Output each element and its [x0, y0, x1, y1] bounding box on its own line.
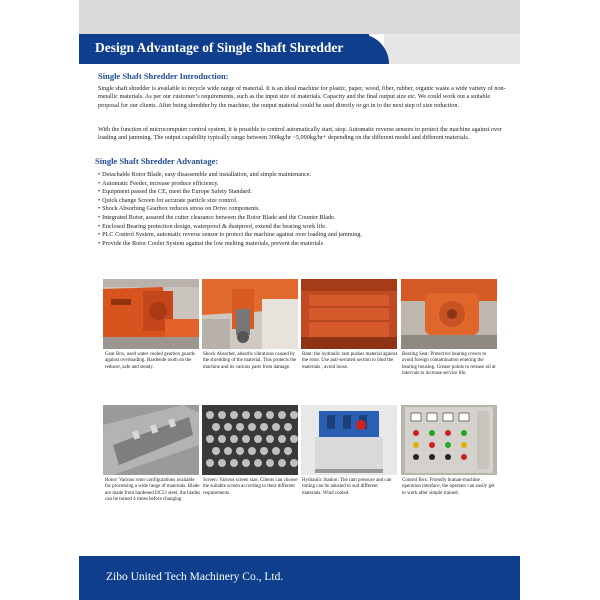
header-banner: [79, 34, 520, 64]
advantage-item: • Integrated Rotor, assured the cutter clearance between the Rotor Blade and the Counter Blade.: [98, 214, 508, 223]
advantage-item: • PLC Control System, automatic reverse sensor to protect the machine against over loading and jamming.: [98, 231, 508, 240]
page-title: Design Advantage of Single Shaft Shredder: [95, 40, 344, 55]
rotor-photo: [103, 405, 199, 475]
intro-paragraph-2: With the function of microcomputer control system, it is possible to control automatically start, stop. Automatic reverse sensors to protect the machine against over loading and jamming. The output capability typically range between 300kg/hr ~5,000kg/hr+ depending on the different model and different materials.: [98, 126, 502, 142]
caption-ram: Ram: the hydraulic ram pushes material against the rotor. Use anti-serrated section to bind the materials , avoid loose.: [302, 352, 398, 370]
brochure-page: [79, 0, 520, 600]
advantage-item: • Shock Absorbing Gearbox reduces stress on Drive components.: [98, 205, 508, 214]
caption-rotor: Rotor: Various rotor configurations available for processing a wide range of materials. Blade are made from hardened DC53 steel, the blades can be turned 4 times before changing: [105, 478, 200, 503]
caption-shock-absorber: Shock Absorber, absorbs vibrations caused by the shredding of the material. This protects the machine and its various parts from damage.: [203, 352, 297, 370]
header-grey-strip: [384, 34, 520, 64]
intro-paragraph-1: Single shaft shredder is available to recycle wide range of material. It is an ideal machine for plastic, paper, wood, fiber, rubber, organic waste a wide variety of non-metallic materials. As per our customer’s requirements, such as the input size of materials. Capacity and the final output size etc. We could work out a suitable proposal for our clients. After being shredder by the machine, the output material could be used directly or go in to the next step of size reduction.: [98, 85, 506, 109]
footer-band: [79, 556, 520, 600]
gearbox-photo: [103, 279, 199, 349]
hydraulic-station-photo: [301, 405, 397, 475]
screen-photo: [202, 405, 298, 475]
caption-gearbox: Gear Box, used water cooled gearbox guards against overloading. Hardende tooth on the reducer, safe and steady.: [105, 352, 195, 370]
caption-hydraulic-station: Hydraulic Station: The ram pressure and can timing can be adusted to suit different materials. Wind cooled.: [302, 478, 392, 496]
company-name: Zibo United Tech Machinery Co., Ltd.: [106, 571, 284, 583]
intro-heading: Single Shaft Shredder Introduction:: [98, 71, 229, 81]
bearing-seat-photo: [401, 279, 497, 349]
top-grey-bar: [79, 0, 520, 34]
shock-absorber-photo: [202, 279, 298, 349]
advantage-item: • Detachable Rotor Blade, easy disassemble and installation, and simple maintenance.: [98, 171, 508, 180]
advantage-item: • Provide the Rotor Cooler System against the low melting materials, prevent the materials: [98, 240, 508, 249]
advantage-item: • Quick change Screen for accurate particle size control.: [98, 197, 508, 206]
caption-bearing-seat: Bearing Seat: Protective bearing covers to avoid foreign contamination entering the bearing housing. Grease points to release oil at intervals to increase service life.: [402, 352, 496, 377]
advantage-item: • Equipment passed the CE, meet the Europe Safety Standard.: [98, 188, 508, 197]
control-box-photo: [401, 405, 497, 475]
ram-photo: [301, 279, 397, 349]
advantage-item: • Enclosed Bearing protection design, waterproof & dustproof, extend the bearing work life.: [98, 223, 508, 232]
advantage-item: • Automatic Feeder, increase produce efficiency.: [98, 180, 508, 189]
advantage-heading: Single Shaft Shredder Advantage:: [95, 156, 219, 166]
caption-screen: Screen: Various screen size. Clients can choose the suitable screen according to their different requirements.: [203, 478, 298, 496]
advantage-list: [98, 171, 508, 248]
caption-control-box: Control Box: Friendly human-machine . operation interface, the operator can easily get to work after simple trained.: [402, 478, 495, 496]
